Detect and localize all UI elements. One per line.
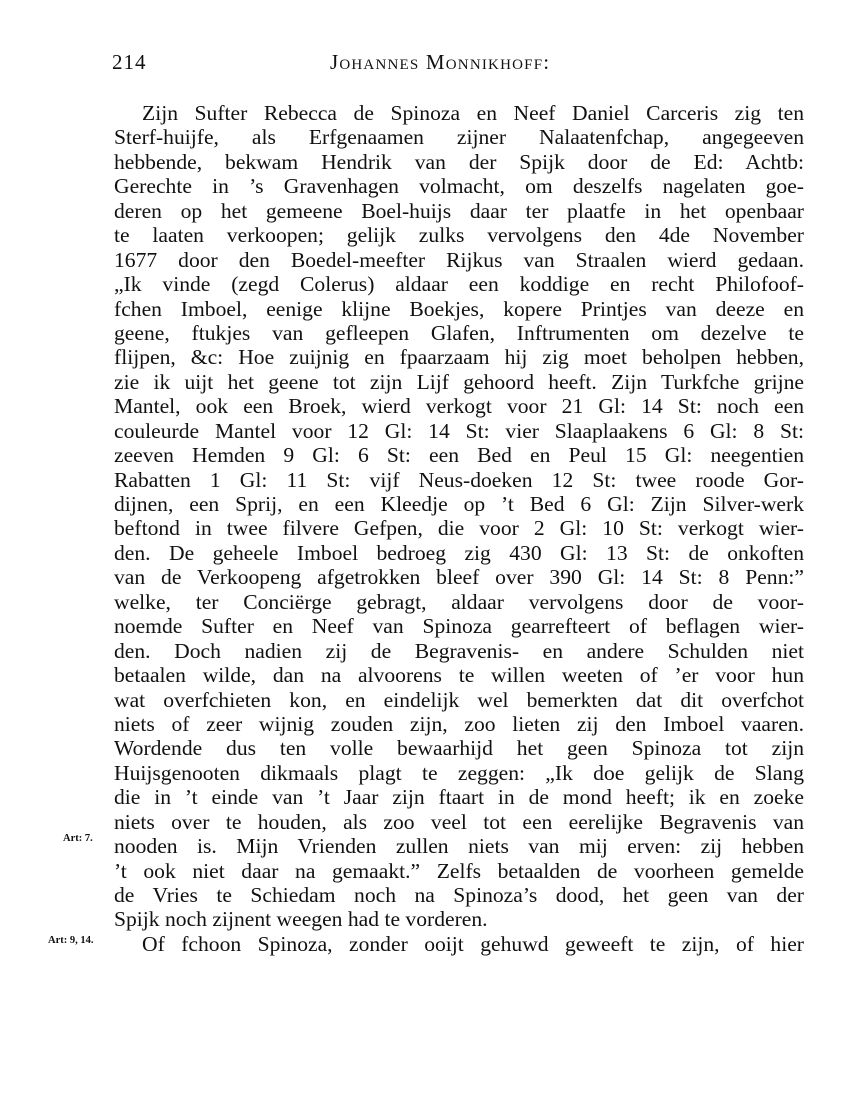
- text-line: flijpen, &c: Hoe zuijnig en fpaarzaam hij zig moet beholpen hebben,: [114, 345, 804, 370]
- text-line: welke, ter Conciërge gebragt, aldaar vervolgens door de voor-: [114, 589, 804, 614]
- running-title: Johannes Monnikhoff:: [330, 50, 551, 74]
- text-line: Huijsgenooten dikmaals plagt te zeggen: „Ik doe gelijk de Slang: [114, 760, 804, 785]
- text-line: ’t ook niet daar na gemaakt.” Zelfs betaalden de voorheen gemelde: [114, 858, 804, 883]
- text-line: couleurde Mantel voor 12 Gl: 14 St: vier Slaaplaakens 6 Gl: 8 St:: [114, 418, 804, 443]
- text-line: zeeven Hemden 9 Gl: 6 St: een Bed en Peul 15 Gl: neegentien: [114, 443, 804, 468]
- margin-note: Art: 7.: [63, 833, 93, 844]
- text-line: beftond in twee filvere Gefpen, die voor 2 Gl: 10 St: verkogt wier-: [114, 516, 804, 541]
- text-line: Rabatten 1 Gl: 11 St: vijf Neus-doeken 12 St: twee roode Gor-: [114, 467, 804, 492]
- page-number: 214: [112, 50, 147, 74]
- text-line: niets over te houden, als zoo veel tot een eerelijke Begravenis van: [114, 809, 804, 834]
- text-line: den. Doch nadien zij de Begravenis- en andere Schulden niet: [114, 638, 804, 663]
- text-line: Spijk noch zijnent weegen had te vorderen.: [114, 907, 488, 932]
- text-line: Sterf-huijfe, als Erfgenaamen zijner Nalaatenfchap, angegeeven: [114, 125, 804, 150]
- text-line: zie ik uijt het geene tot zijn Lijf gehoord heeft. Zijn Turkfche grijne: [114, 369, 804, 394]
- text-line: wat overfchieten kon, en eindelijk wel bemerkten dat dit overfchot: [114, 687, 804, 712]
- body-text: [114, 101, 804, 956]
- text-line: „Ik vinde (zegd Colerus) aldaar een koddige en recht Philofoof-: [114, 272, 804, 297]
- text-line: dijnen, een Sprij, en een Kleedje op ’t Bed 6 Gl: Zijn Silver-werk: [114, 492, 804, 516]
- text-line: van de Verkoopeng afgetrokken bleef over 390 Gl: 14 St: 8 Penn:”: [114, 565, 804, 590]
- text-line: de Vries te Schiedam noch na Spinoza’s dood, het geen van der: [114, 883, 804, 907]
- margin-note: Art: 9, 14.: [48, 935, 94, 946]
- text-line: nooden is. Mijn Vrienden zullen niets van mij erven: zij hebben: [114, 834, 804, 859]
- text-line: Mantel, ook een Broek, wierd verkogt voor 21 Gl: 14 St: noch een: [114, 394, 804, 419]
- text-line: den. De geheele Imboel bedroeg zig 430 Gl: 13 St: de onkoften: [114, 540, 804, 565]
- text-line: Zijn Sufter Rebecca de Spinoza en Neef Daniel Carceris zig ten: [142, 101, 804, 125]
- text-line: geene, ftukjes van gefleepen Glafen, Inftrumenten om dezelve te: [114, 320, 804, 345]
- text-line: te laaten verkoopen; gelijk zulks vervolgens den 4de November: [114, 223, 804, 248]
- text-line: betaalen wilde, dan na alvoorens te willen weeten of ’er voor hun: [114, 663, 804, 688]
- text-line: die in ’t einde van ’t Jaar zijn ftaart in de mond heeft; ik en zoeke: [114, 785, 804, 810]
- text-line: fchen Imboel, eenige klijne Boekjes, kopere Printjes van deeze en: [114, 296, 804, 321]
- text-line: Of fchoon Spinoza, zonder ooijt gehuwd geweeft te zijn, of hier: [142, 931, 804, 956]
- text-line: Gerechte in ’s Gravenhagen volmacht, om deszelfs nagelaten goe-: [114, 174, 804, 199]
- text-line: 1677 door den Boedel-meefter Rijkus van Straalen wierd gedaan.: [114, 247, 804, 272]
- text-line: deren op het gemeene Boel-huijs daar ter plaatfe in het openbaar: [114, 198, 804, 223]
- text-line: hebbende, bekwam Hendrik van der Spijk door de Ed: Achtb:: [114, 149, 804, 174]
- text-line: niets of zeer wijnig zouden zijn, zoo lieten zij den Imboel vaaren.: [114, 711, 804, 736]
- text-line: Wordende dus ten volle bewaarhijd het geen Spinoza tot zijn: [114, 736, 804, 761]
- text-line: noemde Sufter en Neef van Spinoza gearrefteert of beflagen wier-: [114, 614, 804, 639]
